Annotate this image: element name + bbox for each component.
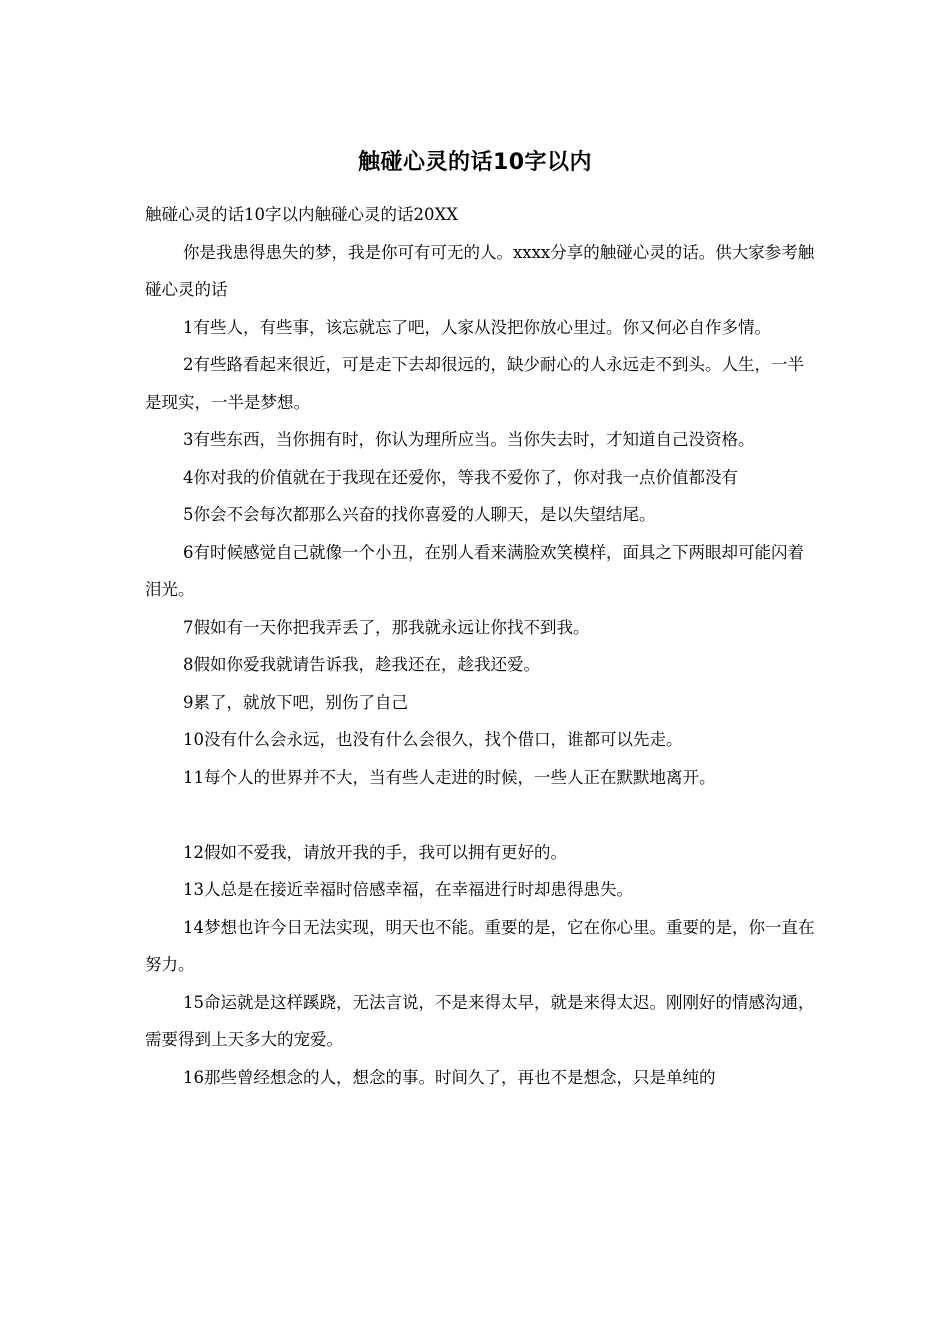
document-subtitle: 触碰心灵的话10字以内触碰心灵的话20XX	[145, 205, 458, 224]
quote-item: 4你对我的价值就在于我现在还爱你，等我不爱你了，你对我一点价值都没有	[183, 467, 738, 487]
quote-item: 16那些曾经想念的人，想念的事。时间久了，再也不是想念，只是单纯的	[183, 1067, 716, 1087]
quote-item: 12假如不爱我，请放开我的手，我可以拥有更好的。	[183, 842, 567, 862]
quote-item: 5你会不会每次都那么兴奋的找你喜爱的人聊天，是以失望结尾。	[183, 505, 656, 524]
quote-item: 6有时候感觉自己就像一个小丑，在别人看来满脸欢笑模样，面具之下两眼却可能闪着泪光。	[145, 542, 804, 599]
quote-item: 7假如有一天你把我弄丢了，那我就永远让你找不到我。	[183, 617, 590, 637]
quote-item: 11每个人的世界并不大，当有些人走进的时候，一些人正在默默地离开。	[183, 767, 716, 787]
quote-item: 9累了，就放下吧，别伤了自己	[183, 692, 408, 712]
intro-paragraph: 你是我患得患失的梦，我是你可有可无的人。xxxx分享的触碰心灵的话。供大家参考触碰心灵的话	[145, 242, 815, 299]
quote-item: 8假如你爱我就请告诉我，趁我还在，趁我还爱。	[183, 655, 540, 674]
quote-item: 2有些路看起来很近，可是走下去却很远的，缺少耐心的人永远走不到头。人生，一半是现实，一半是梦想。	[145, 355, 804, 412]
quote-item: 15命运就是这样蹊跷，无法言说，不是来得太早，就是来得太迟。刚刚好的情感沟通，需要得到上天多大的宠爱。	[145, 992, 815, 1049]
blank-line	[145, 796, 817, 834]
quote-item: 10没有什么会永远，也没有什么会很久，找个借口，谁都可以先走。	[183, 730, 683, 749]
quote-item: 3有些东西，当你拥有时，你认为理所应当。当你失去时，才知道自己没资格。	[183, 430, 755, 449]
document-body	[145, 196, 817, 1096]
quote-item: 14梦想也许今日无法实现，明天也不能。重要的是，它在你心里。重要的是，你一直在努力。	[145, 917, 815, 974]
document-title: 触碰心灵的话10字以内	[357, 150, 593, 175]
quote-item: 13人总是在接近幸福时倍感幸福，在幸福进行时却患得患失。	[183, 880, 633, 899]
quote-item: 1有些人，有些事，该忘就忘了吧，人家从没把你放心里过。你又何必自作多情。	[183, 317, 771, 337]
